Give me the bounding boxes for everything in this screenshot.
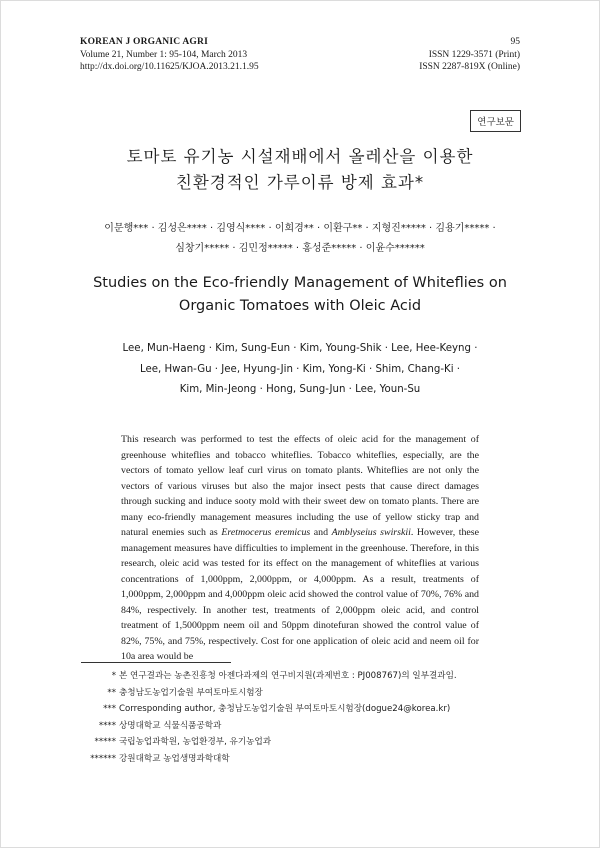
footnote-mark: ** [107,687,116,698]
abstract [121,432,479,665]
footnote-divider [81,662,231,663]
journal-name: KOREAN J ORGANIC AGRI [80,37,208,47]
issn-header [419,36,520,74]
authors-en-line: Lee, Hwan-Gu · Jee, Hyung-Jin · Kim, Yong-Ki · Shim, Chang-Ki · [139,363,461,375]
authors-korean [55,219,545,259]
authors-en-line: Kim, Min-Jeong · Hong, Sung-Jun · Lee, Youn-Su [179,384,421,395]
abstract-text: . However, these management measures have difficulties to implement in the greenhouse. Therefore, in this research, oleic acid was tested for its effect on the management of whiteflies at various concentrations of 1,000ppm, 2,000ppm, or 4,000ppm. As a result, treatments of 1,000ppm, 2,000ppm and 4,000ppm oleic acid showed the control value of 70%, 76% and 84%, respectively. In another test, treatments of 2,000ppm oleic acid, and control treatment of 1,5000ppm neem oil and 50ppm dinotefuran showed the control value of 82%, 75%, and 75%, respectively. Cost for one application of oleic acid and neem oil for 10a area would be [121,527,479,662]
footnote [80,668,530,685]
footnote-mark: * [111,671,116,681]
authors-en-line: Lee, Mun-Haeng · Kim, Sung-Eun · Kim, Young-Shik · Lee, Hee-Keyng · [122,343,478,354]
title-ko-line: 토마토 유기농 시설재배에서 올레산을 이용한 [126,147,474,166]
footnote-mark: **** [98,720,116,731]
footnotes [80,668,530,767]
species-name: Amblyseius swirskii [331,527,411,538]
authors-english [70,339,530,401]
title-en-line: Organic Tomatoes with Oleic Acid [178,298,422,314]
authors-ko-line: 심창기***** · 김민정***** · 홍성준***** · 이윤수****** [175,243,425,254]
title-ko-line: 친환경적인 가루이류 방제 효과* [175,173,425,192]
abstract-text: and [310,527,332,538]
journal-header [80,36,259,74]
species-name: Eretmocerus eremicus [221,527,311,538]
doi-link[interactable]: http://dx.doi.org/10.11625/KJOA.2013.21.1.95 [80,62,259,72]
footnote-text: 상명대학교 식물식품공학과 [119,720,222,731]
footnote-text: Corresponding author, 충청남도농업기술원 부여토마토시험장(dogue24@korea.kr) [119,704,451,714]
footnote [80,718,530,735]
issn-online: ISSN 2287-819X (Online) [419,62,520,72]
footnote [80,701,530,718]
footnote [80,685,530,702]
footnote-text: 국립농업과학원, 농업환경부, 유기농업과 [119,737,272,747]
footnote [80,751,530,768]
footnote-text: 강원대학교 농업생명과학대학 [119,753,230,764]
volume-info: Volume 21, Number 1: 95-104, March 2013 [80,49,248,60]
footnote-text: 본 연구결과는 농촌진흥청 아젠다과제의 연구비지원(과제번호 : PJ008767)의 일부결과임. [119,671,457,681]
footnote-mark: ***** [94,737,116,747]
title-english [60,272,540,318]
authors-ko-line: 이문행*** · 김성은**** · 김영식**** · 이희경** · 이환구** · 지형진***** · 김용기***** · [104,223,496,234]
footnote [80,734,530,751]
abstract-text: This research was performed to test the effects of oleic acid for the management of greenhouse whiteflies and tobacco whiteflies. Tobacco whiteflies, especially, are the vectors of tomato yellow leaf curl virus on tomato plants. Whiteflies are not only the vectors of various viruses but also the major insect pests that cause direct damages through sucking and induce sooty mold with their sweet dew on tomato plants. There are many eco-friendly management measures including the use of yellow sticky trap and natural enemies such as [121,434,479,538]
title-korean [60,144,540,196]
article-category-badge: 연구보문 [470,110,521,132]
title-en-line: Studies on the Eco-friendly Management of Whiteflies on [93,275,507,291]
footnote-text: 충청남도농업기술원 부여토마토시험장 [119,687,263,698]
issn-print: ISSN 1229-3571 (Print) [428,49,520,60]
footnote-mark: *** [103,704,116,714]
page-number: 95 [510,37,520,47]
footnote-mark: ****** [90,753,116,764]
